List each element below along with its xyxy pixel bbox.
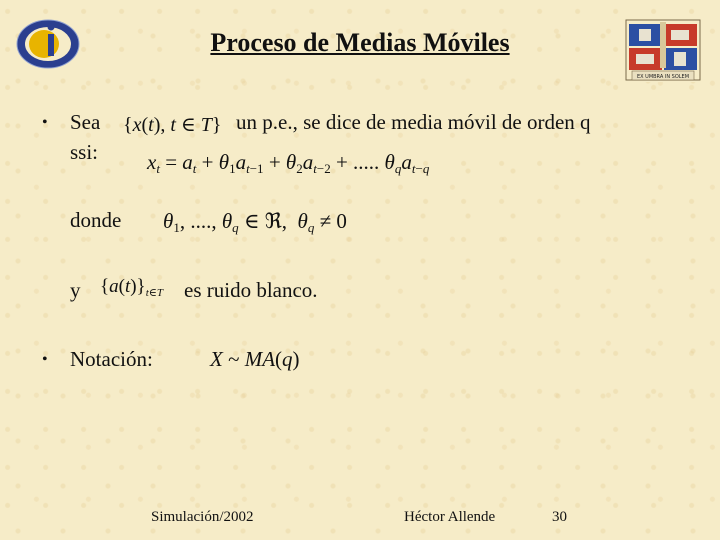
sea-label: Sea (70, 110, 101, 134)
footer-course: Simulación/2002 (151, 509, 254, 525)
page-number: 30 (552, 509, 567, 525)
notation-expression: X ~ MA(q) (210, 347, 300, 371)
crest-banner-text: EX UMBRA IN SOLEM (636, 74, 690, 80)
ma-equation: $x_t = a_t + \theta_1a_{t-1} + \theta_2a_{t-2}$ + ..... $\theta_qa_{t-q}$ (147, 150, 430, 176)
ssi-label: ssi: (70, 140, 99, 164)
notation-label: Notación: (70, 347, 153, 371)
donde-label: donde (70, 208, 122, 232)
process-set-expression: {x(t), t ∈ T} (123, 114, 222, 136)
theta-condition-expression: $\theta_1$, ...., $\theta_q$ ∈ ℜ, $\theta_q \ne 0$ (163, 209, 347, 235)
bullet-marker: • (42, 351, 48, 368)
bullet-marker: • (42, 114, 48, 131)
y-label: y (70, 278, 81, 302)
footer-author: Héctor Allende (404, 509, 496, 525)
noise-set-expression: $\{a(t)\}_{t\in T}$ (100, 276, 164, 299)
slide-title: Proceso de Medias Móviles (210, 28, 510, 57)
white-noise-text: es ruido blanco. (184, 278, 318, 302)
definition-text: un p.e., se dice de media móvil de orden q (236, 110, 591, 134)
